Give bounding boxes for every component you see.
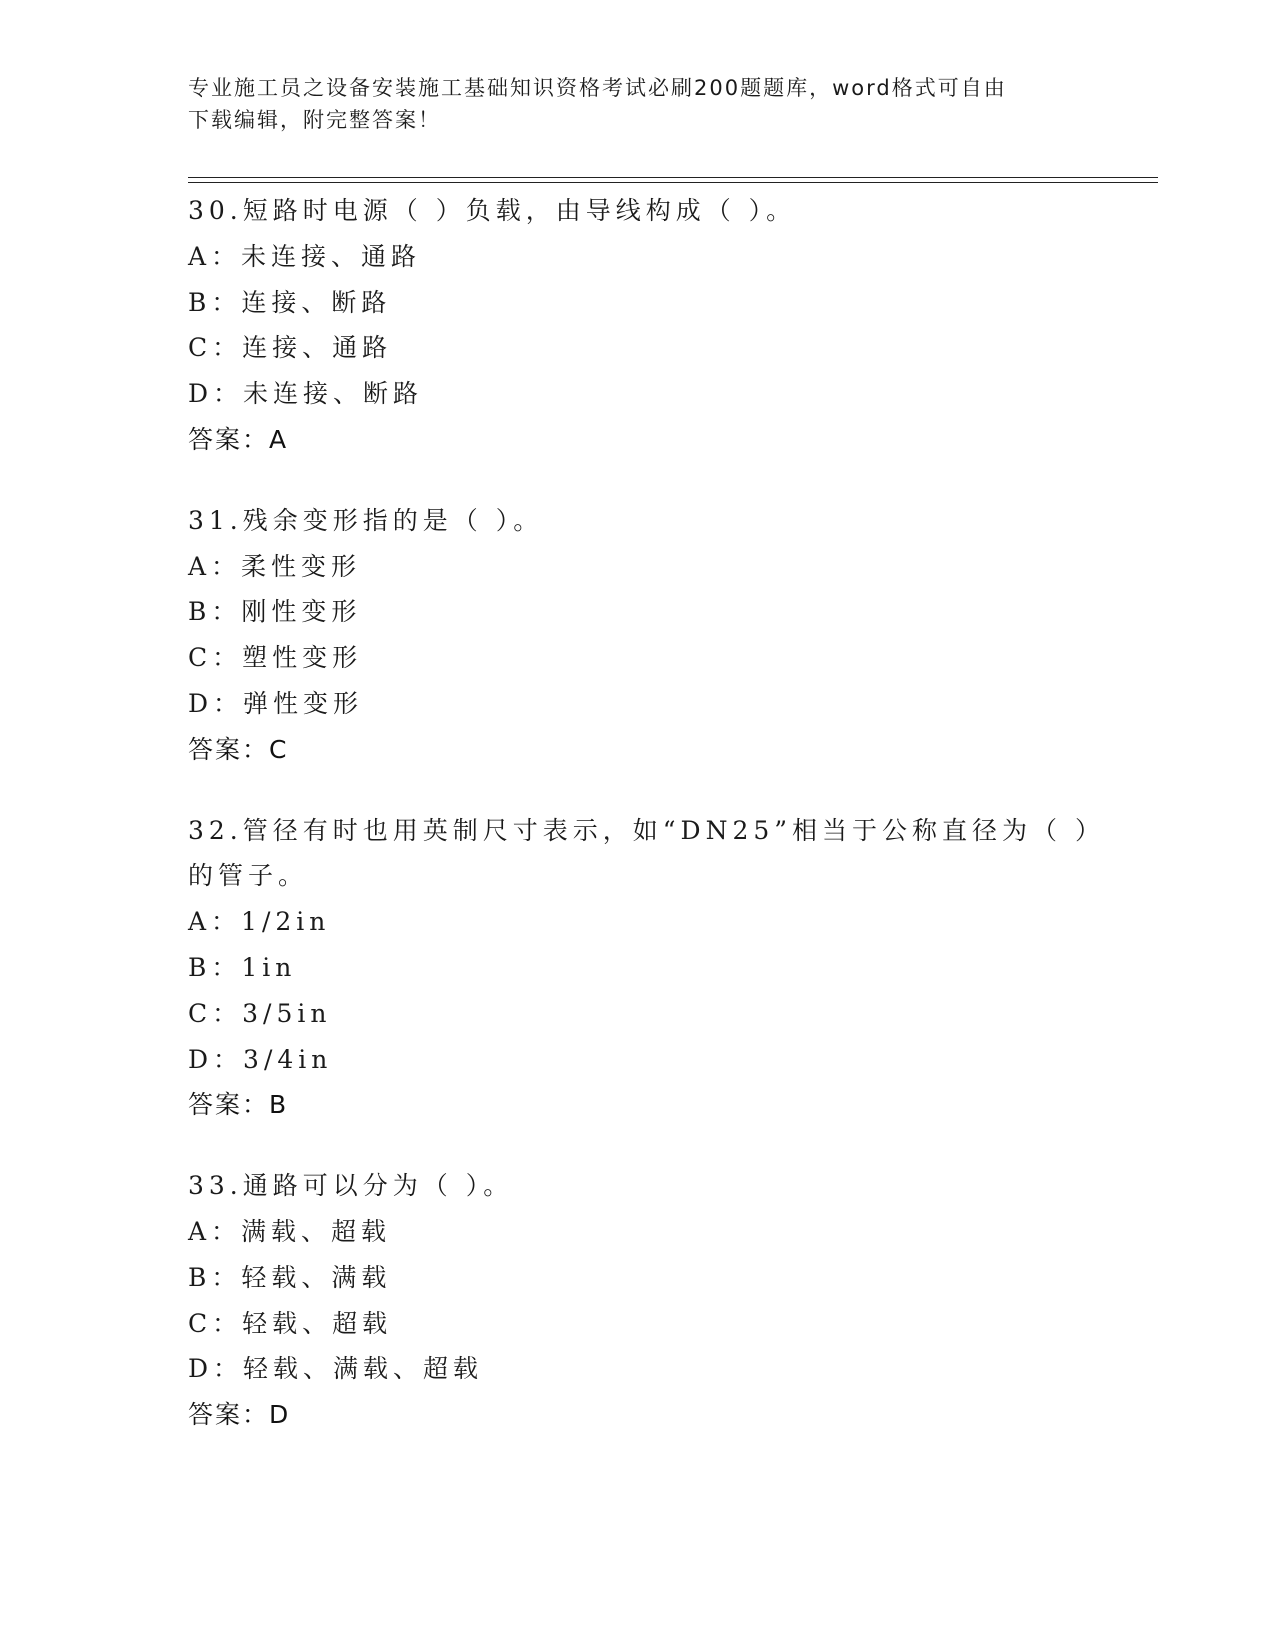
option-b: B：1in bbox=[188, 952, 297, 982]
answer-value: B bbox=[269, 1090, 289, 1120]
answer-line bbox=[188, 1392, 1128, 1438]
header-divider-bottom bbox=[188, 182, 1158, 183]
option-d: D：弹性变形 bbox=[188, 688, 364, 718]
question-text: 短路时电源（ ）负载，由导线构成（ ）。 bbox=[242, 196, 797, 225]
question-30 bbox=[188, 188, 1128, 463]
option-a: A：未连接、通路 bbox=[188, 241, 422, 271]
question-list bbox=[188, 188, 1128, 1473]
header-line-1: 专业施工员之设备安装施工基础知识资格考试必刷200题题库，word格式可自由 bbox=[188, 76, 1007, 100]
question-stem bbox=[188, 498, 1128, 544]
option-d: D：3/4in bbox=[188, 1044, 333, 1074]
option-a: A：柔性变形 bbox=[188, 551, 362, 581]
option-d: D：未连接、断路 bbox=[188, 379, 424, 409]
answer-line bbox=[188, 727, 1128, 773]
answer-value: D bbox=[269, 1400, 291, 1430]
question-31 bbox=[188, 498, 1128, 773]
question-number: 31. bbox=[188, 505, 243, 535]
header-line-2: 下载编辑，附完整答案！ bbox=[188, 108, 441, 132]
question-number: 30. bbox=[188, 196, 243, 225]
question-stem bbox=[188, 808, 1128, 854]
answer-label: 答案： bbox=[188, 424, 270, 454]
answer-line bbox=[188, 417, 1128, 463]
answer-value: A bbox=[269, 424, 289, 454]
option-b: B：轻载、满载 bbox=[188, 1262, 392, 1292]
question-stem-continued: 的管子。 bbox=[188, 861, 309, 891]
answer-label: 答案： bbox=[188, 1400, 270, 1430]
option-a: A：1/2in bbox=[188, 907, 331, 937]
option-c: C：轻载、超载 bbox=[188, 1308, 393, 1338]
option-b: B：刚性变形 bbox=[188, 597, 362, 627]
option-b: B：连接、断路 bbox=[188, 287, 392, 317]
header-divider-top bbox=[188, 177, 1158, 178]
question-text: 残余变形指的是（ ）。 bbox=[242, 505, 544, 535]
question-stem bbox=[188, 1163, 1128, 1209]
option-a: A：满载、超载 bbox=[188, 1216, 392, 1246]
document-header bbox=[188, 72, 1088, 136]
answer-label: 答案： bbox=[188, 1090, 270, 1120]
question-32 bbox=[188, 808, 1128, 1129]
option-c: C：3/5in bbox=[188, 998, 332, 1028]
question-text: 通路可以分为（ ）。 bbox=[242, 1171, 514, 1201]
option-d: D：轻载、满载、超载 bbox=[188, 1354, 484, 1384]
option-c: C：塑性变形 bbox=[188, 643, 363, 673]
option-c: C：连接、通路 bbox=[188, 333, 393, 363]
question-33 bbox=[188, 1163, 1128, 1438]
question-number: 32. bbox=[188, 815, 243, 845]
question-stem bbox=[188, 188, 1128, 234]
answer-label: 答案： bbox=[188, 734, 270, 764]
question-text: 管径有时也用英制尺寸表示，如“DN25”相当于公称直径为（ ） bbox=[242, 815, 1106, 845]
question-number: 33. bbox=[188, 1171, 243, 1201]
answer-line bbox=[188, 1082, 1128, 1128]
answer-value: C bbox=[269, 734, 289, 764]
